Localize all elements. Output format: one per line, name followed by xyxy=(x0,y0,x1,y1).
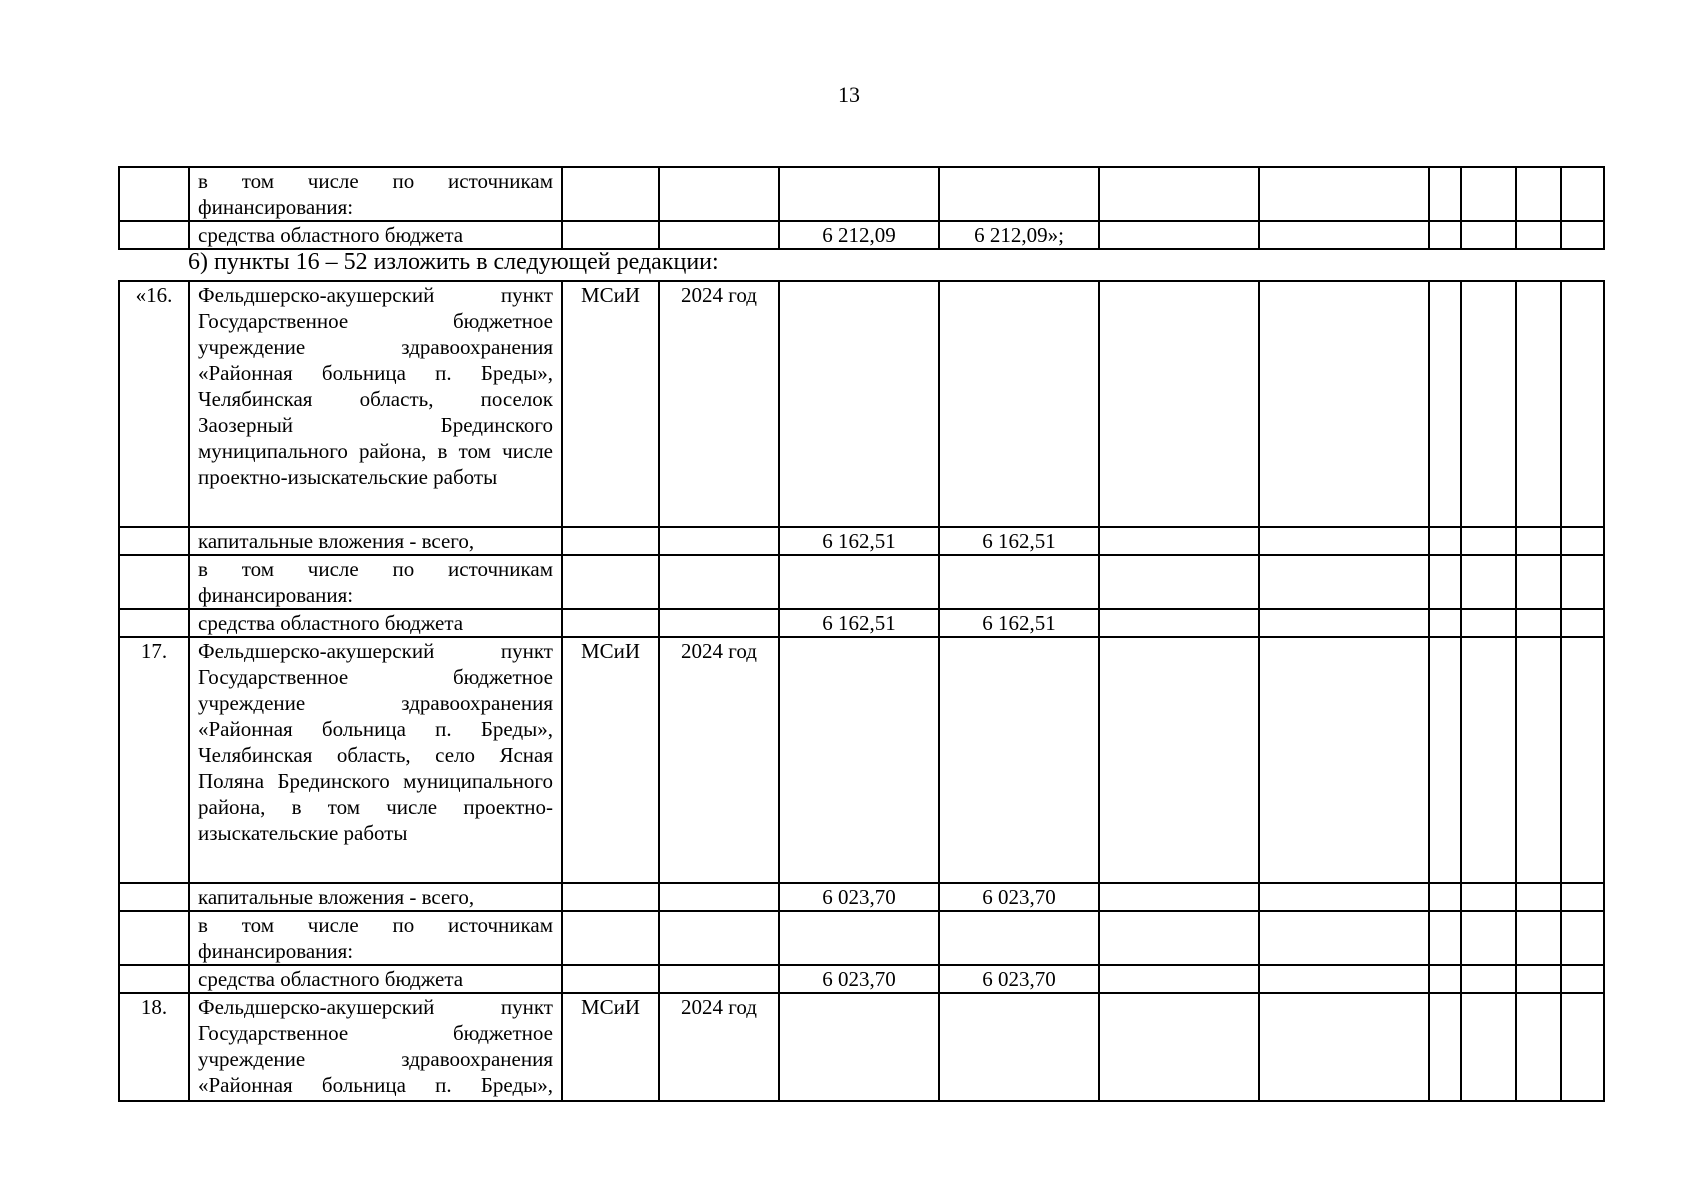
table-row xyxy=(119,637,1604,883)
item-number: 17. xyxy=(119,637,189,883)
page-number: 13 xyxy=(838,82,860,107)
item-description: Фельдшерско-акушерский пункт Государственное бюджетное учреждение здравоохранения «Районная больница п. Бреды», Челябинская область, село Ясная Поляна Брединского муниципального района, в том числе проектно-изыскательские работы xyxy=(189,637,562,883)
item-number: 18. xyxy=(119,993,189,1101)
row-number xyxy=(119,167,189,221)
table-row xyxy=(119,281,1604,527)
table-row xyxy=(119,555,1604,609)
row-number xyxy=(119,221,189,249)
value-cell: 6 023,70 xyxy=(939,965,1099,993)
capital-label: капитальные вложения - всего, xyxy=(189,527,562,555)
value-cell: 6 212,09 xyxy=(779,221,939,249)
value-cell: 6 023,70 xyxy=(779,965,939,993)
value-cell xyxy=(939,167,1099,221)
budget-table xyxy=(118,280,1605,1102)
item-description: Фельдшерско-акушерский пункт Государственное бюджетное учреждение здравоохранения «Районная больница п. Бреды», xyxy=(189,993,562,1101)
table-row xyxy=(119,527,1604,555)
value-cell: 6 023,70 xyxy=(939,883,1099,911)
item-year: 2024 год xyxy=(659,281,779,527)
table-row xyxy=(119,911,1604,965)
regional-label: средства областного бюджета xyxy=(189,965,562,993)
table-row xyxy=(119,167,1604,221)
value-cell: 6 162,51 xyxy=(939,527,1099,555)
table-row xyxy=(119,965,1604,993)
regional-label: средства областного бюджета xyxy=(189,609,562,637)
row-description: средства областного бюджета xyxy=(189,221,562,249)
item-customer: МСиИ xyxy=(562,637,659,883)
table-row xyxy=(119,609,1604,637)
section-heading: 6) пункты 16 – 52 изложить в следующей редакции: xyxy=(188,249,719,275)
row-description: в том числе по источникам финансирования: xyxy=(189,167,562,221)
value-cell: 6 162,51 xyxy=(939,609,1099,637)
value-cell: 6 162,51 xyxy=(779,609,939,637)
item-customer: МСиИ xyxy=(562,281,659,527)
sources-label: в том числе по источникам финансирования: xyxy=(189,911,562,965)
item-customer: МСиИ xyxy=(562,993,659,1101)
table-row xyxy=(119,221,1604,249)
item-description: Фельдшерско-акушерский пункт Государственное бюджетное учреждение здравоохранения «Районная больница п. Бреды», Челябинская область, поселок Заозерный Брединского муниципального района, в том числе проектно-изыскательские работы xyxy=(189,281,562,527)
table-row xyxy=(119,993,1604,1101)
capital-label: капитальные вложения - всего, xyxy=(189,883,562,911)
value-cell: 6 023,70 xyxy=(779,883,939,911)
value-cell: 6 162,51 xyxy=(779,527,939,555)
value-cell: 6 212,09»; xyxy=(939,221,1099,249)
sources-label: в том числе по источникам финансирования: xyxy=(189,555,562,609)
item-number: «16. xyxy=(119,281,189,527)
item-year: 2024 год xyxy=(659,993,779,1101)
table-row xyxy=(119,883,1604,911)
value-cell xyxy=(779,167,939,221)
item-year: 2024 год xyxy=(659,637,779,883)
budget-table-continuation xyxy=(118,166,1605,250)
